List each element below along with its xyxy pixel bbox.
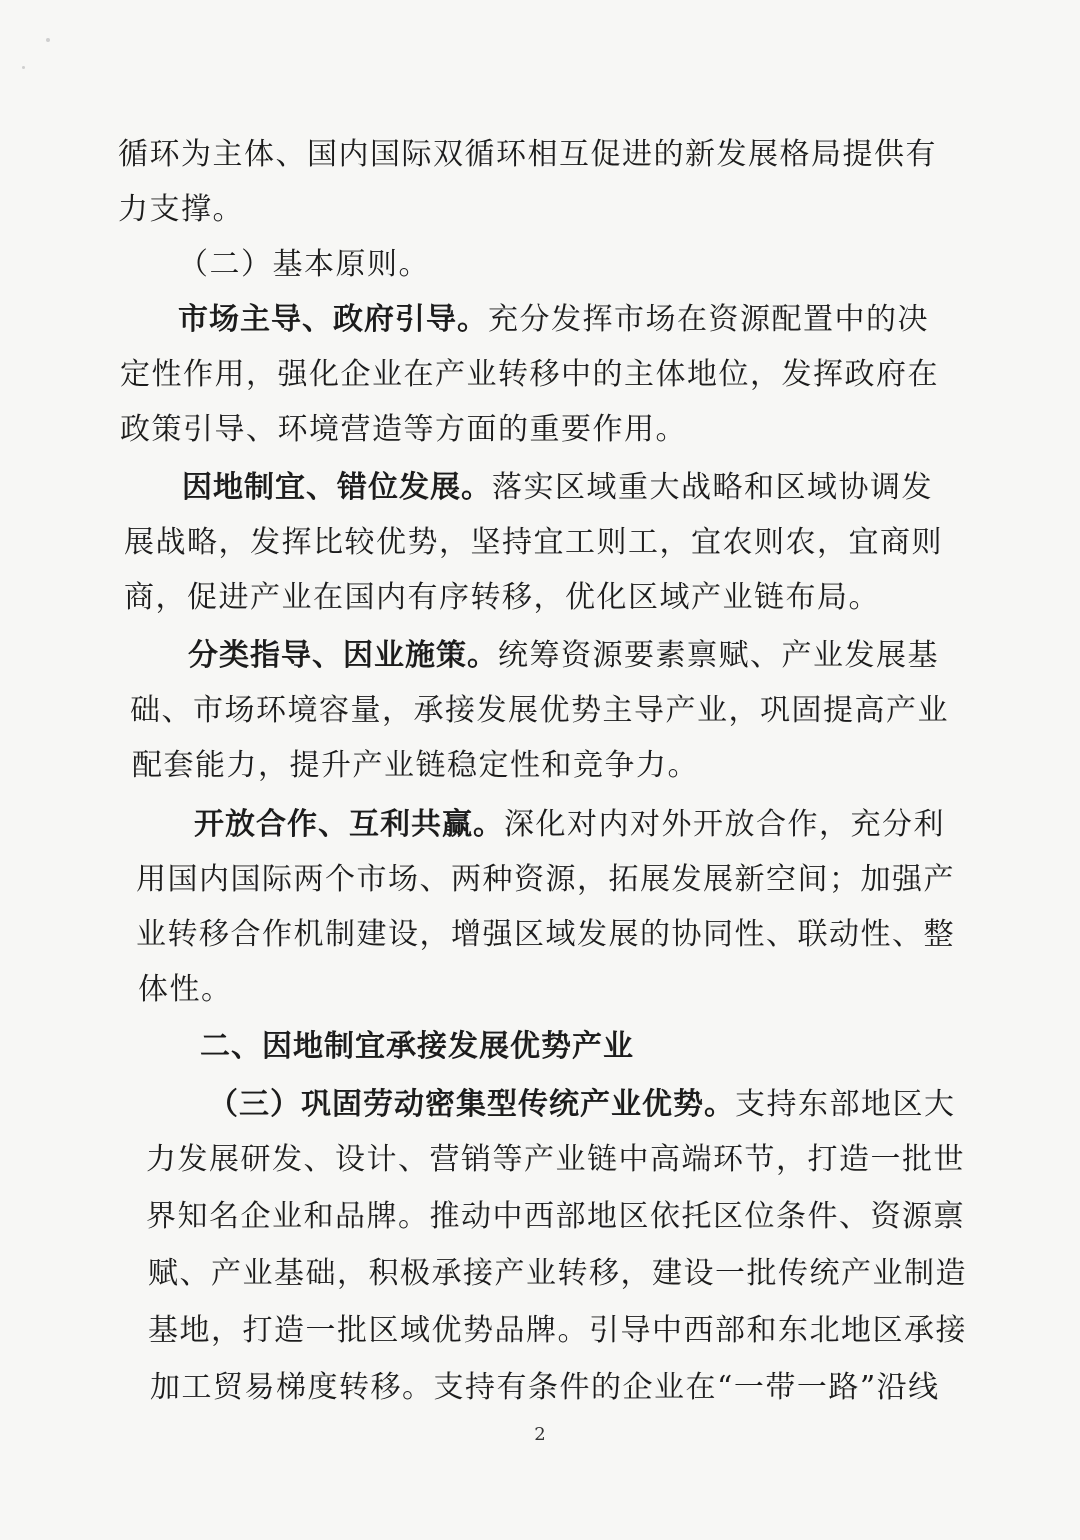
text-line: 展战略，发挥比较优势，坚持宜工则工，宜农则农，宜商则 xyxy=(124,525,943,560)
chapter-heading: 二、因地制宜承接发展优势产业 xyxy=(200,1029,634,1064)
page-number: 2 xyxy=(534,1424,546,1445)
text-line: 础、市场环境容量，承接发展优势主导产业，巩固提高产业 xyxy=(130,693,949,728)
text-line: 用国内国际两个市场、两种资源，拓展发展新空间；加强产 xyxy=(136,862,955,897)
text-line: 配套能力，提升产业链稳定性和竞争力。 xyxy=(132,748,699,783)
text-line xyxy=(182,468,933,508)
line-text: 深化对内对外开放合作，充分利 xyxy=(504,807,945,842)
text-line: 力支撑。 xyxy=(118,192,244,227)
text-line: 加工贸易梯度转移。支持有条件的企业在“一带一路”沿线 xyxy=(150,1370,940,1405)
scan-speck xyxy=(22,66,25,69)
text-line xyxy=(188,636,939,676)
text-line: 体性。 xyxy=(138,972,233,1007)
subsection-heading: （三）巩固劳动密集型传统产业优势。 xyxy=(208,1087,735,1122)
text-line: 力发展研发、设计、营销等产业链中高端环节，打造一批世 xyxy=(146,1142,965,1177)
text-line: 政策引导、环境营造等方面的重要作用。 xyxy=(120,412,687,447)
text-line xyxy=(208,1085,956,1125)
line-text: 充分发挥市场在资源配置中的决 xyxy=(488,302,929,337)
text-line: 业转移合作机制建设，增强区域发展的协同性、联动性、整 xyxy=(136,917,955,952)
scan-speck xyxy=(46,38,50,42)
text-line: 界知名企业和品牌。推动中西部地区依托区位条件、资源禀 xyxy=(146,1199,965,1234)
text-line xyxy=(194,805,945,845)
principle-heading: 开放合作、互利共赢。 xyxy=(194,807,504,842)
text-line xyxy=(178,300,929,340)
line-text: 统筹资源要素禀赋、产业发展基 xyxy=(498,638,939,673)
text-line: 循环为主体、国内国际双循环相互促进的新发展格局提供有 xyxy=(118,137,937,172)
line-text: 落实区域重大战略和区域协调发 xyxy=(492,470,933,505)
principle-heading: 因地制宜、错位发展。 xyxy=(182,470,492,505)
text-line: 商，促进产业在国内有序转移，优化区域产业链布局。 xyxy=(124,580,880,615)
text-line: 基地，打造一批区域优势品牌。引导中西部和东北地区承接 xyxy=(148,1313,967,1348)
text-line: 赋、产业基础，积极承接产业转移，建设一批传统产业制造 xyxy=(148,1256,967,1291)
text-line: 定性作用，强化企业在产业转移中的主体地位，发挥政府在 xyxy=(120,357,939,392)
section-heading: （二）基本原则。 xyxy=(178,247,430,282)
principle-heading: 市场主导、政府引导。 xyxy=(178,302,488,337)
principle-heading: 分类指导、因业施策。 xyxy=(188,638,498,673)
line-text: 支持东部地区大 xyxy=(735,1087,956,1122)
